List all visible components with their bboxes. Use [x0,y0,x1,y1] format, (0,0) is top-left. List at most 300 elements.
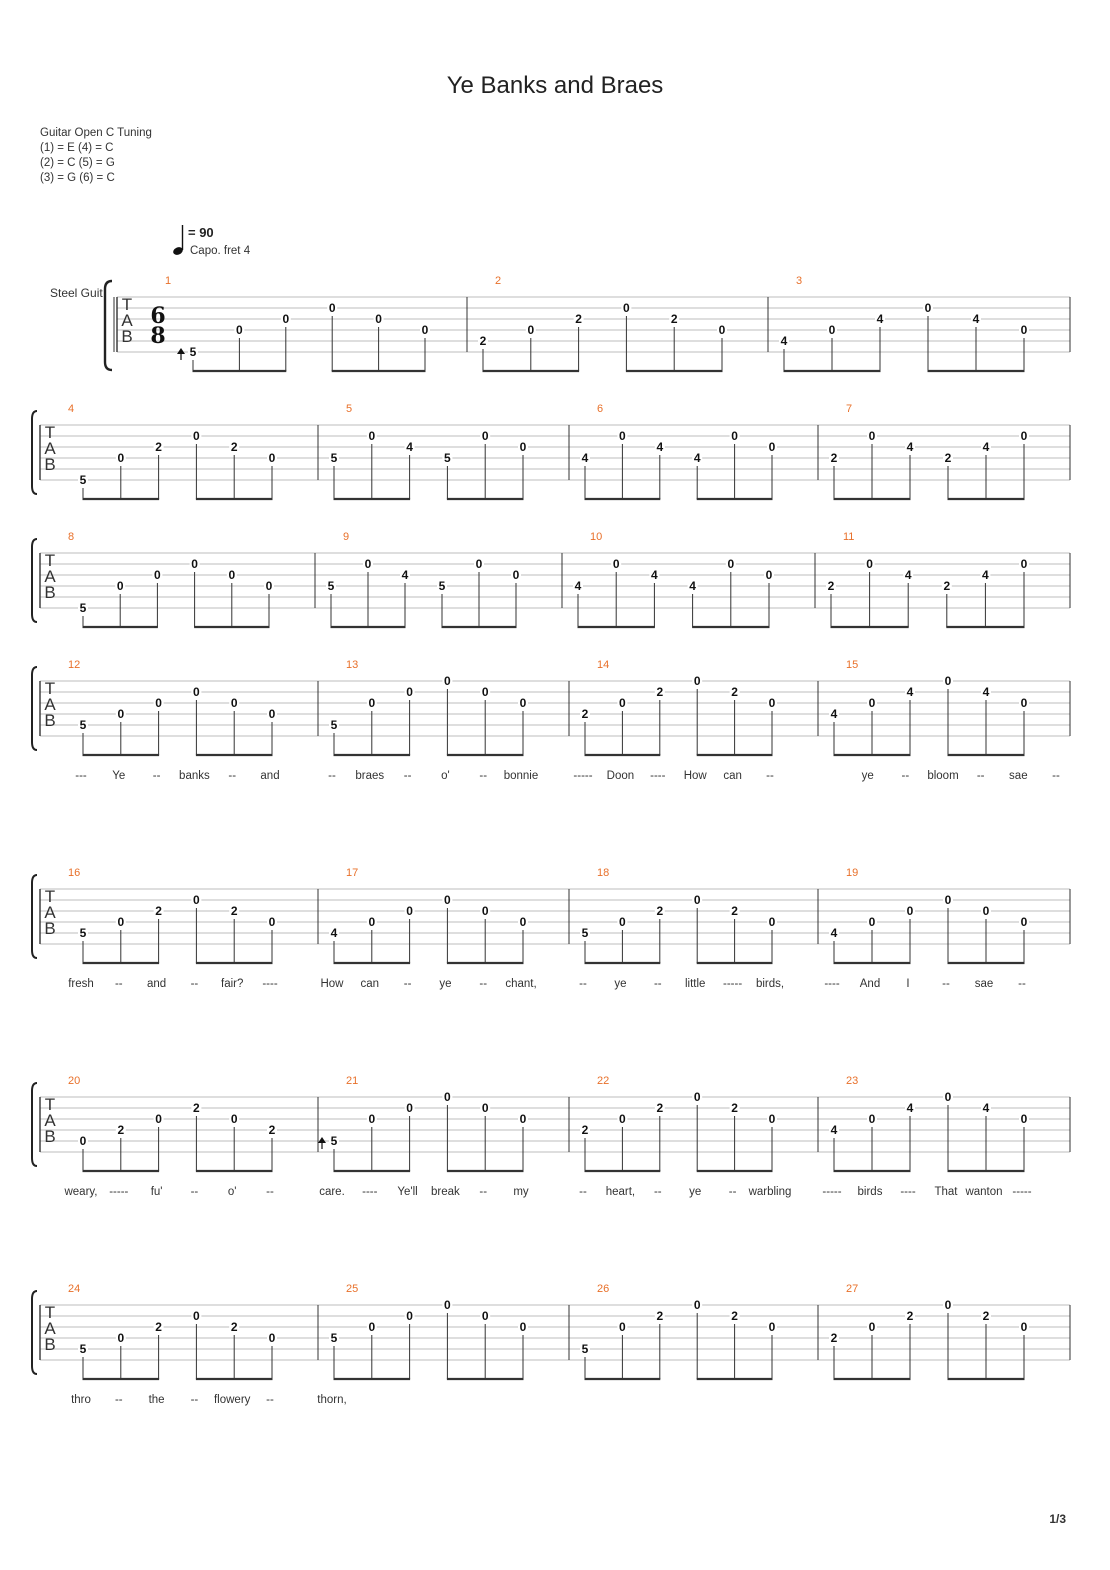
fret-number: 5 [581,926,589,940]
fret-number: 0 [444,893,451,907]
lyric-syllable: o' [441,770,450,782]
fret-number: 2 [581,707,589,721]
tab-clef-letter: T [44,423,56,442]
lyric-syllable: my [513,1186,529,1198]
measure-number: 23 [846,1075,859,1087]
fret-number: 0 [368,696,376,710]
lyric-syllable: sae [974,978,994,990]
measure-number: 17 [346,867,359,879]
lyric-syllable: -- [403,770,412,782]
measure-number: 20 [68,1075,81,1087]
fret-number: 0 [519,1320,527,1334]
lyric-syllable: And [859,978,881,990]
tab-clef-letter: B [44,583,56,602]
fret-number: 2 [731,904,738,918]
fret-number: 0 [191,557,198,571]
fret-number: 0 [768,696,776,710]
fret-number: 0 [868,915,876,929]
tab-clef-letter: A [44,695,56,714]
measure-number: 10 [590,531,603,543]
tuning-line: (2) = C (5) = G [40,157,115,169]
fret-number: 2 [982,1309,990,1323]
measure-number: 27 [846,1283,859,1295]
fret-number: 4 [330,926,338,940]
fret-number: 0 [718,323,726,337]
measure-number: 26 [597,1283,610,1295]
fret-number: 4 [830,707,838,721]
measure-number: 1 [165,275,172,287]
system-brace [32,1291,37,1374]
lyric-syllable: thro [71,1394,91,1406]
tab-clef-letter: B [44,919,56,938]
lyric-syllable: -- [152,770,161,782]
measure-number: 13 [346,659,359,671]
lyric-syllable: -- [266,1394,274,1406]
fret-number: 0 [519,696,527,710]
measure-number: 16 [68,867,81,879]
lyric-syllable: ----- [109,1186,129,1198]
measure-number: 2 [495,275,502,287]
system-brace [32,667,37,750]
fret-number: 0 [519,1112,527,1126]
lyric-syllable: fresh [68,978,94,990]
fret-number: 0 [228,568,236,582]
quarter-note-icon [172,223,188,257]
fret-number: 2 [827,579,835,593]
fret-number: 4 [876,312,884,326]
measure-number: 25 [346,1283,359,1295]
lyric-syllable: ----- [573,770,593,782]
lyric-syllable: -- [228,770,237,782]
tab-clef-letter: A [44,1319,56,1338]
fret-number: 0 [944,893,952,907]
fret-number: 0 [1020,915,1028,929]
lyric-syllable: birds, [755,978,785,990]
fret-number: 0 [282,312,290,326]
fret-number: 5 [189,345,197,359]
tuning-heading: Guitar Open C Tuning [40,127,152,139]
fret-number: 4 [830,926,838,940]
tab-clef-letter: B [121,327,133,346]
fret-number: 2 [656,685,664,699]
lyric-syllable: -- [653,978,662,990]
fret-number: 0 [268,707,276,721]
lyric-syllable: --- [75,770,87,782]
lyric-syllable: ----- [723,978,743,990]
fret-number: 0 [944,674,952,688]
lyric-syllable: chant, [505,978,537,990]
fret-number: 0 [364,557,372,571]
fret-number: 0 [444,1090,451,1104]
measure-number: 24 [68,1283,81,1295]
tab-clef-letter: A [44,439,56,458]
fret-number: 4 [982,1101,990,1115]
fret-number: 4 [401,568,409,582]
lyric-syllable: -- [653,1186,662,1198]
fret-number: 0 [230,696,238,710]
fret-number: 0 [406,1309,413,1323]
fret-number: 2 [656,904,664,918]
system-brace [105,281,112,370]
fret-number: 0 [765,568,773,582]
lyric-syllable: Doon [606,770,635,782]
lyric-syllable: -- [1018,978,1026,990]
time-signature-bottom: 8 [150,323,166,349]
fret-number: 4 [656,440,664,454]
fret-number: 0 [368,1112,376,1126]
fret-number: 0 [768,440,776,454]
tuning-info [40,126,152,186]
tuning-line: (1) = E (4) = C [40,142,114,154]
fret-number: 0 [117,451,125,465]
system-brace [32,1083,37,1166]
lyric-syllable: ye [614,978,627,990]
fret-number: 0 [906,904,914,918]
fret-number: 0 [368,429,376,443]
fret-number: 5 [444,451,451,465]
fret-number: 0 [368,1320,376,1334]
lyric-syllable: banks [179,770,210,782]
tab-clef-letter: B [44,1127,56,1146]
fret-number: 2 [230,1320,238,1334]
fret-number: 2 [230,440,238,454]
fret-number: 0 [265,579,273,593]
lyric-syllable: Ye'll [397,1186,418,1198]
lyric-syllable: ---- [900,1186,916,1198]
page-number: 1/3 [1049,1512,1066,1526]
fret-number: 0 [328,301,336,315]
fret-number: 0 [155,696,162,710]
fret-number: 0 [868,429,876,443]
lyric-syllable: ye [439,978,452,990]
fret-number: 0 [731,429,738,443]
fret-number: 5 [327,579,335,593]
fret-number: 0 [1020,1320,1028,1334]
fret-number: 4 [982,685,990,699]
fret-number: 2 [117,1123,125,1137]
lyric-syllable: ye [861,770,874,782]
fret-number: 0 [527,323,535,337]
tab-system [32,1075,1070,1198]
fret-number: 2 [155,904,162,918]
fret-number: 4 [982,440,990,454]
lyric-syllable: -- [479,770,488,782]
pick-up-arrow-icon [318,1137,326,1143]
fret-number: 0 [116,579,124,593]
lyric-syllable: ---- [824,978,840,990]
fret-number: 5 [79,926,87,940]
fret-number: 0 [1020,696,1028,710]
lyric-syllable: weary, [64,1186,98,1198]
fret-number: 0 [268,915,276,929]
tab-clef-letter: B [44,711,56,730]
fret-number: 5 [79,601,87,615]
lyric-syllable: -- [579,1186,587,1198]
fret-number: 2 [943,579,951,593]
fret-number: 0 [768,915,776,929]
tempo-value: = 90 [188,225,214,240]
capo-label: Capo. fret 4 [190,245,251,257]
fret-number: 4 [581,451,589,465]
fret-number: 0 [1020,557,1028,571]
lyric-syllable: sae [1009,770,1028,782]
tuning-line: (3) = G (6) = C [40,172,115,184]
tab-clef-letter: A [121,311,133,330]
lyric-syllable: -- [942,978,950,990]
lyric-syllable: bonnie [503,770,539,782]
lyric-syllable: ---- [362,1186,378,1198]
system-brace [32,875,37,958]
fret-number: 0 [944,1090,952,1104]
lyric-syllable: fair? [221,978,244,990]
fret-number: 0 [481,429,489,443]
measure-number: 18 [597,867,610,879]
fret-number: 2 [656,1309,664,1323]
fret-number: 4 [972,312,980,326]
fret-number: 2 [830,1331,838,1345]
lyric-syllable: -- [479,1186,488,1198]
tab-clef-letter: T [44,1095,56,1114]
lyric-syllable: can [723,770,742,782]
fret-number: 0 [1020,323,1028,337]
measure-number: 19 [846,867,859,879]
fret-number: 0 [619,696,626,710]
tab-clef-letter: T [44,887,56,906]
lyric-syllable: ----- [1012,1186,1032,1198]
tab-system [32,403,1070,499]
lyric-syllable: wanton [965,1186,1003,1198]
fret-number: 0 [693,1298,701,1312]
fret-number: 5 [330,718,338,732]
fret-number: 0 [421,323,429,337]
tab-clef-letter: B [44,1335,56,1354]
fret-number: 0 [519,915,527,929]
fret-number: 0 [117,915,125,929]
tab-system [32,867,1070,990]
lyric-syllable: little [684,978,706,990]
fret-number: 4 [574,579,582,593]
fret-number: 0 [268,451,276,465]
fret-number: 0 [481,1309,489,1323]
lyric-syllable: ---- [650,770,666,782]
fret-number: 0 [154,568,161,582]
lyric-syllable: and [260,770,280,782]
fret-number: 0 [117,707,125,721]
measure-number: 14 [597,659,610,671]
fret-number: 0 [727,557,735,571]
tab-clef-letter: A [44,903,56,922]
lyric-syllable: -- [479,978,488,990]
fret-number: 2 [731,1101,738,1115]
lyric-syllable: That [934,1186,958,1198]
fret-number: 5 [581,1342,589,1356]
lyric-syllable: -- [114,1394,123,1406]
fret-number: 5 [330,451,338,465]
lyric-syllable: I [906,978,910,990]
lyric-syllable: -- [190,1186,199,1198]
fret-number: 0 [612,557,620,571]
fret-number: 0 [481,904,489,918]
fret-number: 0 [268,1331,276,1345]
lyric-syllable: -- [766,770,774,782]
fret-number: 2 [193,1101,200,1115]
fret-number: 0 [693,1090,701,1104]
lyric-syllable: -- [190,978,199,990]
fret-number: 0 [868,1320,876,1334]
fret-number: 2 [268,1123,276,1137]
fret-number: 0 [519,440,527,454]
time-signature-top: 6 [150,303,166,329]
fret-number: 4 [689,579,696,593]
tempo-marking [172,223,292,263]
lyric-syllable: o' [227,1186,237,1198]
fret-number: 0 [768,1112,776,1126]
fret-number: 0 [236,323,243,337]
lyric-syllable: ----- [822,1186,842,1198]
fret-number: 2 [656,1101,664,1115]
fret-number: 0 [193,893,200,907]
measure-number: 22 [597,1075,610,1087]
lyric-syllable: break [431,1186,460,1198]
fret-number: 0 [944,1298,952,1312]
measure-number: 5 [346,403,353,415]
fret-number: 4 [780,334,788,348]
fret-number: 0 [512,568,520,582]
lyric-syllable: care. [319,1186,345,1198]
fret-number: 5 [330,1331,338,1345]
fret-number: 0 [619,915,626,929]
tab-clef-letter: B [44,455,56,474]
fret-number: 0 [866,557,873,571]
measure-number: 3 [796,275,803,287]
fret-number: 4 [906,1101,914,1115]
measure-number: 6 [597,403,604,415]
fret-number: 0 [193,685,200,699]
fret-number: 0 [406,685,413,699]
tab-system [32,531,1070,627]
tab-clef-letter: T [44,1303,56,1322]
fret-number: 0 [1020,429,1028,443]
lyric-syllable: -- [976,770,985,782]
fret-number: 5 [79,473,87,487]
fret-number: 0 [481,685,489,699]
lyric-syllable: -- [1052,770,1060,782]
lyric-syllable: -- [190,1394,199,1406]
fret-number: 2 [479,334,487,348]
fret-number: 0 [406,904,413,918]
fret-number: 0 [868,696,876,710]
lyric-syllable: ye [689,1186,702,1198]
fret-number: 5 [79,718,87,732]
fret-number: 4 [906,685,914,699]
lyric-syllable: fu' [150,1186,163,1198]
fret-number: 0 [155,1112,162,1126]
system-brace [32,539,37,622]
measure-number: 4 [68,403,75,415]
lyric-syllable: flowery [213,1394,251,1406]
pick-up-arrow-icon [177,348,185,354]
fret-number: 0 [693,674,701,688]
lyric-syllable: -- [328,770,336,782]
fret-number: 4 [906,440,914,454]
tab-clef-letter: T [44,679,56,698]
fret-number: 0 [982,904,990,918]
lyric-syllable: warbling [748,1186,792,1198]
fret-number: 0 [193,1309,200,1323]
fret-number: 0 [828,323,836,337]
lyric-syllable: braes [355,770,385,782]
measure-number: 15 [846,659,859,671]
fret-number: 0 [475,557,483,571]
fret-number: 5 [79,1342,87,1356]
fret-number: 0 [230,1112,238,1126]
tab-system [32,1283,1070,1406]
lyric-syllable: -- [579,978,587,990]
measure-number: 12 [68,659,81,671]
lyric-syllable: -- [266,1186,274,1198]
fret-number: 0 [1020,1112,1028,1126]
measure-number: 8 [68,531,75,543]
fret-number: 2 [155,1320,162,1334]
tab-system [105,275,1070,371]
lyric-syllable: -- [901,770,910,782]
lyric-syllable: ---- [262,978,278,990]
lyric-syllable: -- [114,978,123,990]
fret-number: 2 [731,1309,738,1323]
lyric-syllable: bloom [927,770,959,782]
lyric-syllable: the [148,1394,165,1406]
lyric-syllable: Ye [112,770,126,782]
fret-number: 0 [444,1298,451,1312]
fret-number: 4 [830,1123,838,1137]
lyric-syllable: -- [728,1186,737,1198]
fret-number: 0 [193,429,200,443]
fret-number: 0 [619,1112,626,1126]
fret-number: 0 [444,674,451,688]
fret-number: 2 [670,312,678,326]
fret-number: 0 [868,1112,876,1126]
measure-number: 7 [846,403,853,415]
lyric-syllable: birds [857,1186,883,1198]
fret-number: 4 [904,568,912,582]
lyric-syllable: -- [403,978,412,990]
fret-number: 0 [623,301,630,315]
lyric-syllable: and [147,978,167,990]
fret-number: 0 [619,429,626,443]
fret-number: 0 [768,1320,776,1334]
fret-number: 0 [406,1101,413,1115]
lyric-syllable: thorn, [317,1394,347,1406]
lyric-syllable: can [360,978,380,990]
fret-number: 0 [368,915,376,929]
system-brace [32,411,37,494]
instrument-name: Steel Guit [50,286,103,300]
fret-number: 2 [830,451,838,465]
fret-number: 2 [581,1123,589,1137]
fret-number: 0 [481,1101,489,1115]
fret-number: 4 [651,568,658,582]
lyric-syllable: heart, [605,1186,636,1198]
fret-number: 0 [117,1331,125,1345]
fret-number: 2 [155,440,162,454]
measure-number: 21 [346,1075,359,1087]
fret-number: 0 [619,1320,626,1334]
fret-number: 2 [731,685,738,699]
tab-clef-letter: A [44,567,56,586]
fret-number: 5 [330,1134,338,1148]
fret-number: 0 [79,1134,87,1148]
fret-number: 5 [438,579,446,593]
